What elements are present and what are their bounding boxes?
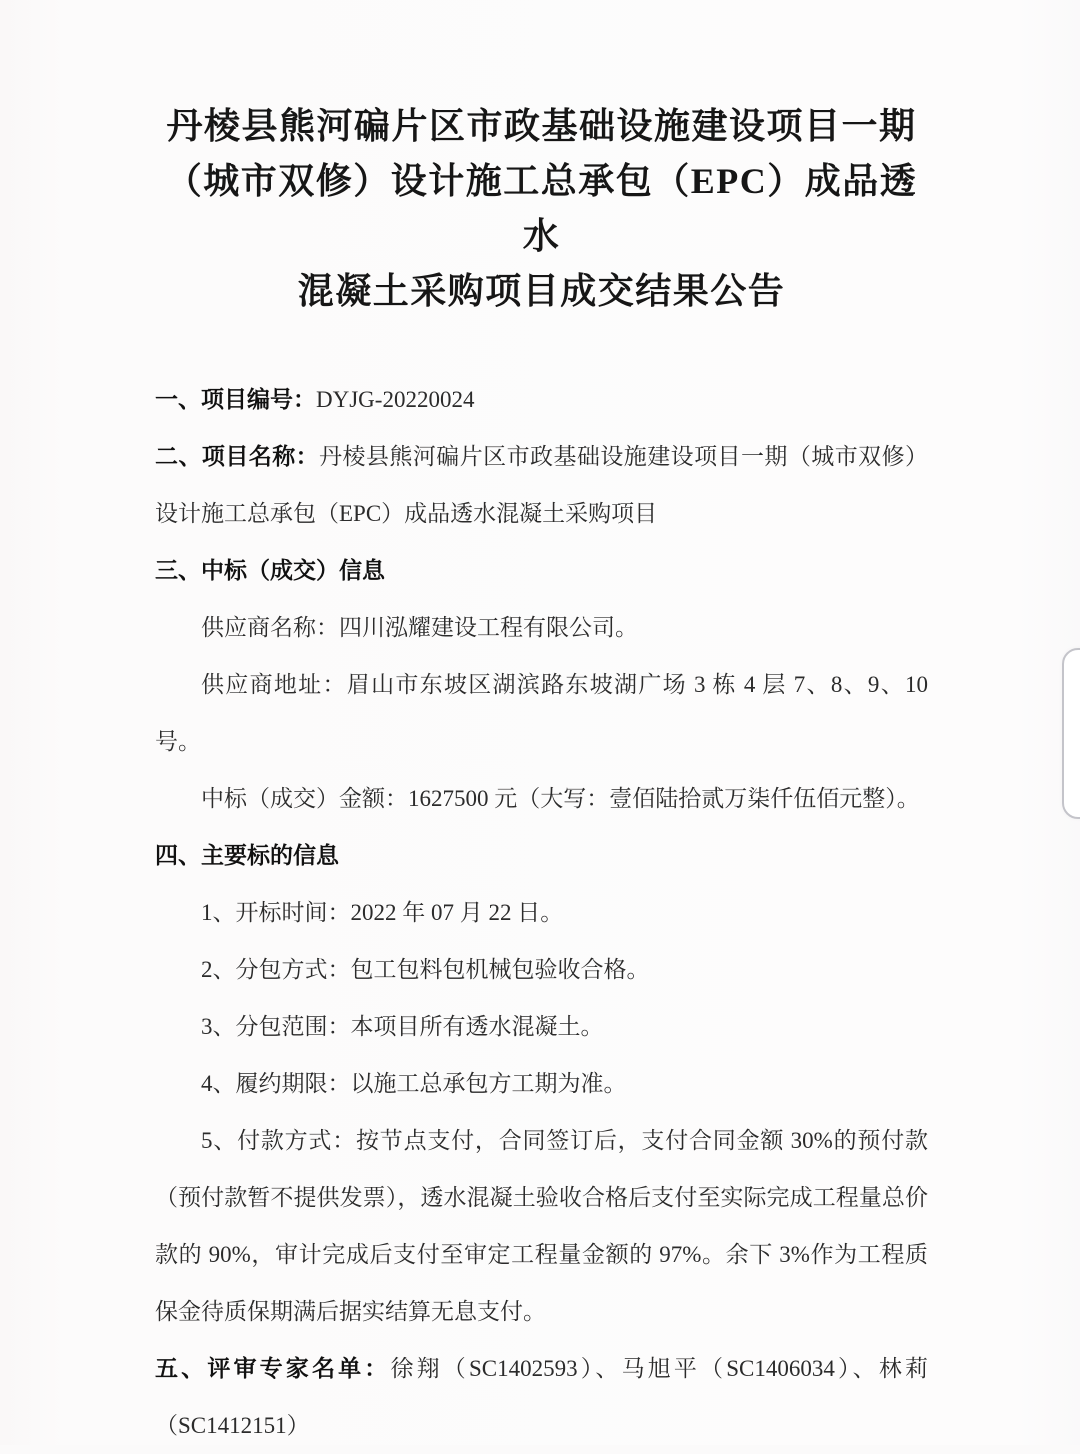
para-subcontract-scope: [155, 998, 928, 1055]
para-bid-opening-time: [155, 884, 928, 941]
document-title: [155, 99, 928, 319]
document-body: [155, 371, 928, 1454]
section-label-project-number: 一、项目编号：: [155, 386, 316, 412]
project-name-value: 丹棱县熊河碥片区市政基础设施建设项目一期（城市双修）设计施工总承包（EPC）成品透水混凝土采购项目: [155, 444, 928, 526]
floating-side-widget[interactable]: [1062, 648, 1080, 819]
supplier-address-value: 供应商地址：眉山市东坡区湖滨路东坡湖广场 3 栋 4 层 7、8、9、10 号。: [155, 672, 928, 754]
title-line-3: 混凝土采购项目成交结果公告: [297, 271, 786, 311]
subcontract-method-value: 2、分包方式：包工包料包机械包验收合格。: [201, 957, 650, 982]
para-expert-list: [155, 1340, 928, 1454]
section-label-main-subject: 四、主要标的信息: [155, 842, 339, 868]
section-label-project-name: 二、项目名称：: [155, 443, 320, 469]
heading-main-subject-info: [155, 827, 928, 884]
expert-list-value: 徐翔（SC1402593）、马旭平（SC1406034）、林莉（SC1412151）: [155, 1356, 929, 1438]
subcontract-scope-value: 3、分包范围：本项目所有透水混凝土。: [201, 1014, 604, 1039]
title-line-2: （城市双修）设计施工总承包（EPC）成品透水: [165, 161, 918, 256]
para-award-amount: [155, 770, 928, 827]
para-payment-method: [155, 1112, 928, 1340]
title-line-1: 丹棱县熊河碥片区市政基础设施建设项目一期: [166, 106, 917, 146]
para-supplier-name: [155, 599, 928, 656]
project-number-value: DYJG-20220024: [316, 387, 475, 412]
para-performance-period: [155, 1055, 928, 1112]
award-amount-value: 中标（成交）金额：1627500 元（大写：壹佰陆拾贰万柒仟伍佰元整）。: [201, 786, 920, 811]
para-project-name: [155, 428, 928, 542]
section-label-expert-list: 五、评审专家名单：: [155, 1355, 391, 1381]
para-subcontract-method: [155, 941, 928, 998]
supplier-name-value: 供应商名称：四川泓耀建设工程有限公司。: [201, 615, 638, 640]
para-project-number: [155, 371, 928, 428]
performance-period-value: 4、履约期限：以施工总承包方工期为准。: [201, 1071, 627, 1096]
payment-method-value: 5、付款方式：按节点支付，合同签订后，支付合同金额 30%的预付款（预付款暂不提供发票），透水混凝土验收合格后支付至实际完成工程量总价款的 90%，审计完成后支付至审定工程量金额的 97%。余下 3%作为工程质保金待质保期满后据实结算无息支付。: [155, 1128, 928, 1324]
para-supplier-address: [155, 656, 928, 770]
heading-award-info: [155, 542, 928, 599]
bid-opening-time-value: 1、开标时间：2022 年 07 月 22 日。: [201, 900, 564, 925]
section-label-award-info: 三、中标（成交）信息: [155, 557, 385, 583]
